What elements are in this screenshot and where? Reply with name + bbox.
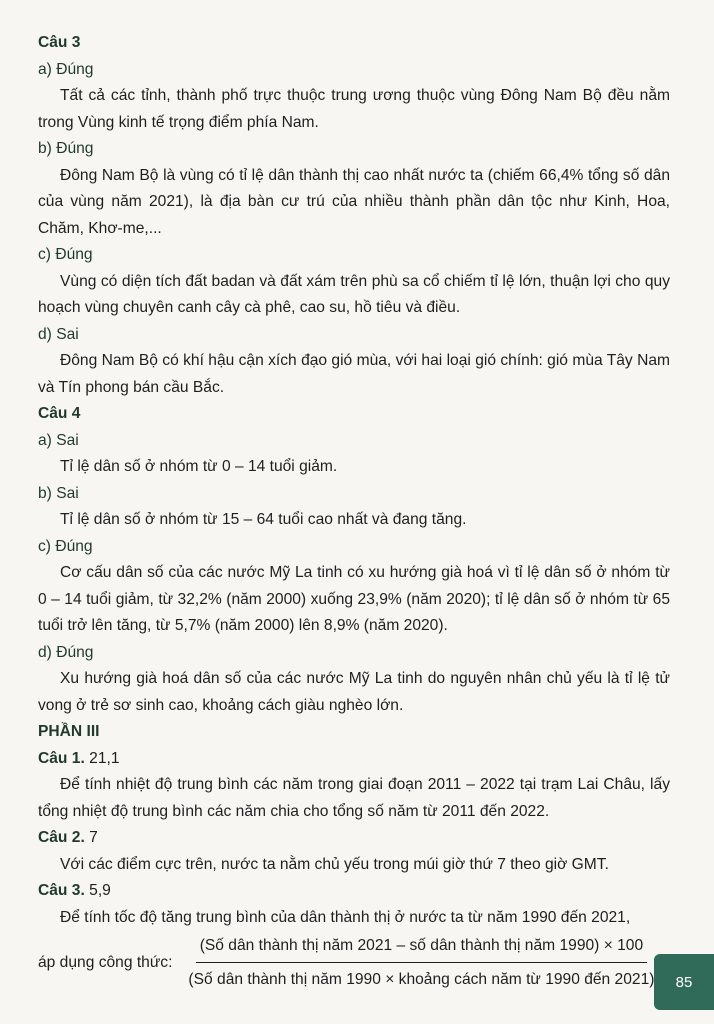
part3-c1-text: Để tính nhiệt độ trung bình các năm trong giai đoạn 2011 – 2022 tại trạm Lai Châu, lấy tổng nhiệt độ trung bình các năm chia cho tổng số năm từ 2011 đến 2022. xyxy=(38,776,670,820)
part3-c1-label: Câu 1. xyxy=(38,749,85,767)
formula-label: áp dụng công thức: xyxy=(38,953,173,971)
q4-a-text: Tỉ lệ dân số ở nhóm từ 0 – 14 tuổi giảm. xyxy=(60,458,338,475)
q4-title: Câu 4 xyxy=(38,405,81,422)
q3-c-text: Vùng có diện tích đất badan và đất xám trên phù sa cổ chiếm tỉ lệ lớn, thuận lợi cho quy hoạch vùng chuyên canh cây cà phê, cao su, hồ tiêu và điều. xyxy=(38,272,670,316)
q4-c-text: Cơ cấu dân số của các nước Mỹ La tinh có xu hướng già hoá vì tỉ lệ dân số ở nhóm từ 0 – 14 tuổi giảm, từ 32,2% (năm 2000) xuống 23,9% (năm 2020); tỉ lệ dân số ở nhóm từ 65 tuổi trở lên tăng, từ 5,7% (năm 2000) lên 8,9% (năm 2020). xyxy=(38,564,670,634)
part3-c3-heading xyxy=(38,878,670,905)
q3-c-label: c) Đúng xyxy=(38,246,93,263)
part3-c3-text: Để tính tốc độ tăng trung bình của dân thành thị ở nước ta từ năm 1990 đến 2021, xyxy=(60,908,631,926)
part3-c2-answer: 7 xyxy=(89,829,98,846)
part3-c3-label: Câu 3. xyxy=(38,882,85,899)
part3-c2-heading xyxy=(38,825,670,852)
formula-fraction xyxy=(184,933,658,993)
page-number-tab xyxy=(654,954,714,1010)
part3-c3-answer: 5,9 xyxy=(89,882,111,899)
q3-b-text: Đông Nam Bộ là vùng có tỉ lệ dân thành thị cao nhất nước ta (chiếm 66,4% tổng số dân của vùng năm 2021), là địa bàn cư trú của nhiều thành phần dân tộc như Kinh, Hoa, Chăm, Khơ-me,... xyxy=(38,166,670,237)
part3-c2-text: Với các điểm cực trên, nước ta nằm chủ yếu trong múi giờ thứ 7 theo giờ GMT. xyxy=(60,855,609,873)
q3-title: Câu 3 xyxy=(38,34,81,51)
q4-d-text: Xu hướng già hoá dân số của các nước Mỹ La tinh do nguyên nhân chủ yếu là tỉ lệ tử vong ở trẻ sơ sinh cao, khoảng cách giàu nghèo lớn. xyxy=(38,670,670,714)
formula-row xyxy=(38,933,670,993)
q4-a-label: a) Sai xyxy=(38,431,79,449)
answer-content xyxy=(38,30,670,993)
q3-d-label: d) Sai xyxy=(38,325,79,343)
formula-denominator: (Số dân thành thị năm 1990 × khoảng cách năm từ 1990 đến 2021) xyxy=(188,970,655,988)
q3-a-label: a) Đúng xyxy=(38,60,94,78)
q4-b-text: Tỉ lệ dân số ở nhóm từ 15 – 64 tuổi cao nhất và đang tăng. xyxy=(60,511,467,528)
formula-numerator: (Số dân thành thị năm 2021 – số dân thành thị năm 1990) × 100 xyxy=(196,933,647,963)
part3-c1-answer: 21,1 xyxy=(89,749,120,767)
part3-title: PHẦN III xyxy=(38,723,100,740)
q4-b-label: b) Sai xyxy=(38,484,79,502)
part3-c1-heading xyxy=(38,746,670,773)
part3-c2-label: Câu 2. xyxy=(38,829,85,846)
q4-d-label: d) Đúng xyxy=(38,643,94,661)
q3-b-label: b) Đúng xyxy=(38,140,94,157)
q4-c-label: c) Đúng xyxy=(38,537,93,555)
page-number: 85 xyxy=(675,973,693,991)
q3-a-text: Tất cả các tỉnh, thành phố trực thuộc trung ương thuộc vùng Đông Nam Bộ đều nằm trong Vùng kinh tế trọng điểm phía Nam. xyxy=(38,87,670,131)
q3-d-text: Đông Nam Bộ có khí hậu cận xích đạo gió mùa, với hai loại gió chính: gió mùa Tây Nam và Tín phong bán cầu Bắc. xyxy=(38,352,670,396)
